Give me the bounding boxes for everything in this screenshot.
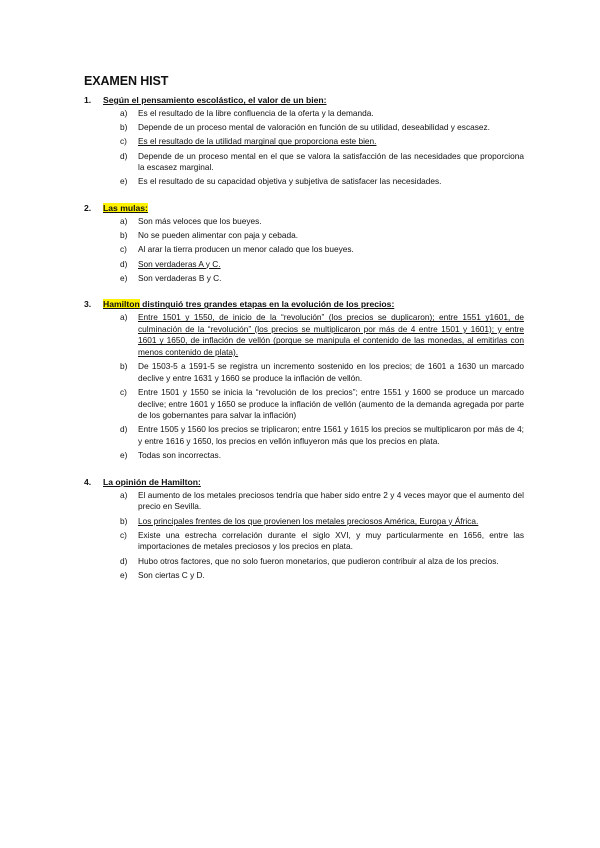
option-item (120, 259, 524, 271)
question-list (84, 94, 524, 581)
question-heading (84, 94, 524, 106)
question-heading (84, 298, 524, 310)
option-letter: a) (120, 215, 128, 226)
question-text-rest: La opinión de Hamilton: (103, 476, 201, 487)
option-item (120, 176, 524, 188)
option-letter: e) (120, 569, 128, 580)
option-item (120, 151, 524, 174)
option-letter: d) (120, 258, 128, 269)
option-letter: a) (120, 489, 128, 500)
question-1 (84, 94, 524, 188)
option-text: Son verdaderas A y C. (138, 258, 221, 269)
question-3 (84, 298, 524, 462)
question-text (103, 94, 327, 106)
option-letter: b) (120, 515, 128, 526)
option-item (120, 244, 524, 256)
option-item (120, 490, 524, 513)
option-item (120, 230, 524, 242)
option-letter: a) (120, 312, 128, 323)
option-letter: c) (120, 529, 127, 540)
option-item (120, 361, 524, 384)
option-item (120, 387, 524, 422)
option-letter: e) (120, 272, 128, 283)
option-text: Son más veloces que los bueyes. (138, 215, 262, 226)
option-text: Son verdaderas B y C. (138, 272, 222, 283)
highlighted-text: Hamilton (103, 299, 140, 310)
option-text: Depende de un proceso mental en el que se valora la satisfacción de las necesidades que proporciona la escasez marginal. (138, 150, 524, 173)
option-item (120, 556, 524, 568)
option-letter: b) (120, 361, 128, 372)
option-letter: a) (120, 108, 128, 118)
option-list (84, 108, 524, 188)
option-item (120, 530, 524, 553)
question-4 (84, 476, 524, 582)
question-number: 2. (84, 202, 92, 213)
highlighted-text: Las mulas: (103, 202, 148, 213)
option-letter: e) (120, 176, 128, 187)
option-text: Entre 1501 y 1550 se inicia la “revolución de los precios”; entre 1551 y 1600 se produce un marcado declive; entre 1601 y 1650 se produce la inflación de vellón (aumento de la demanda agregada por parte de los gobernantes para salvar la inflación) (138, 387, 524, 421)
question-text (103, 298, 394, 310)
option-text: Entre 1501 y 1550, de inicio de la “revolución” (los precios se duplicaron); entre 1551 y1601, de culminación de la “revolución” (los precios se multiplicaron por más de 4 entre 1501 y 1601); y entre 1601 y 1650, de inflación de vellón (porque se manipula el contenido de las monedas, al emitirlas con menos contenido de plata). (138, 312, 524, 358)
option-item (120, 122, 524, 134)
option-letter: b) (120, 122, 128, 133)
option-letter: b) (120, 230, 128, 241)
option-item (120, 108, 524, 120)
question-number: 3. (84, 299, 92, 310)
option-text: Es el resultado de su capacidad objetiva y subjetiva de satisfacer las necesidades. (138, 176, 442, 187)
option-text: Existe una estrecha correlación durante el siglo XVI, y muy particularmente en 1656, entre las importaciones de metales preciosos y los precios en plata. (138, 529, 524, 552)
option-letter: e) (120, 450, 128, 461)
option-letter: d) (120, 424, 128, 435)
option-letter: d) (120, 150, 128, 161)
exam-title: EXAMEN HIST (84, 74, 169, 88)
option-text: Hubo otros factores, que no solo fueron monetarios, que pudieron contribuir al alza de los precios. (138, 555, 499, 566)
option-text: Son ciertas C y D. (138, 569, 205, 580)
question-text (103, 476, 201, 488)
option-item (120, 516, 524, 528)
option-text: El aumento de los metales preciosos tendría que haber sido entre 2 y 4 veces mayor que el aumento del precio en Sevilla. (138, 489, 524, 512)
question-number: 4. (84, 476, 92, 487)
option-list (84, 216, 524, 284)
option-text: Los principales frentes de los que provienen los metales preciosos América, Europa y África. (138, 515, 479, 526)
option-item (120, 273, 524, 285)
option-letter: c) (120, 387, 127, 398)
question-text-rest: distinguió tres grandes etapas en la evolución de los precios: (139, 299, 395, 310)
option-text: Entre 1505 y 1560 los precios se triplicaron; entre 1561 y 1615 los precios se multiplicaron por más de 4; y entre 1616 y 1650, los precios en vellón influyeron más que los precios en plata. (138, 424, 524, 446)
question-text (103, 202, 148, 214)
option-letter: c) (120, 136, 127, 147)
option-text: Al arar la tierra producen un menor calado que los bueyes. (138, 244, 354, 255)
option-text: De 1503-5 a 1591-5 se registra un incremento sostenido en los precios; de 1601 a 1630 un marcado declive y entre 1631 y 1660 se produce la inflación de vellón. (138, 361, 524, 383)
option-letter: d) (120, 555, 128, 566)
option-text: Depende de un proceso mental de valoración en función de su utilidad, deseabilidad y escasez. (138, 122, 490, 133)
option-item (120, 424, 524, 447)
option-text: Es el resultado de la libre confluencia de la oferta y la demanda. (138, 108, 374, 118)
question-heading (84, 476, 524, 488)
option-item (120, 450, 524, 462)
option-item (120, 570, 524, 582)
question-heading (84, 202, 524, 214)
option-text: Todas son incorrectas. (138, 450, 222, 461)
option-item (120, 136, 524, 148)
question-number: 1. (84, 95, 92, 105)
option-text: Es el resultado de la utilidad marginal que proporciona este bien. (138, 136, 377, 147)
option-list (84, 490, 524, 582)
question-text-rest: Según el pensamiento escolástico, el valor de un bien: (103, 95, 327, 105)
option-item (120, 312, 524, 358)
option-letter: c) (120, 244, 127, 255)
option-item (120, 216, 524, 228)
option-text: No se pueden alimentar con paja y cebada. (138, 230, 299, 241)
exam-document (84, 74, 524, 595)
question-2 (84, 202, 524, 284)
option-list (84, 312, 524, 462)
